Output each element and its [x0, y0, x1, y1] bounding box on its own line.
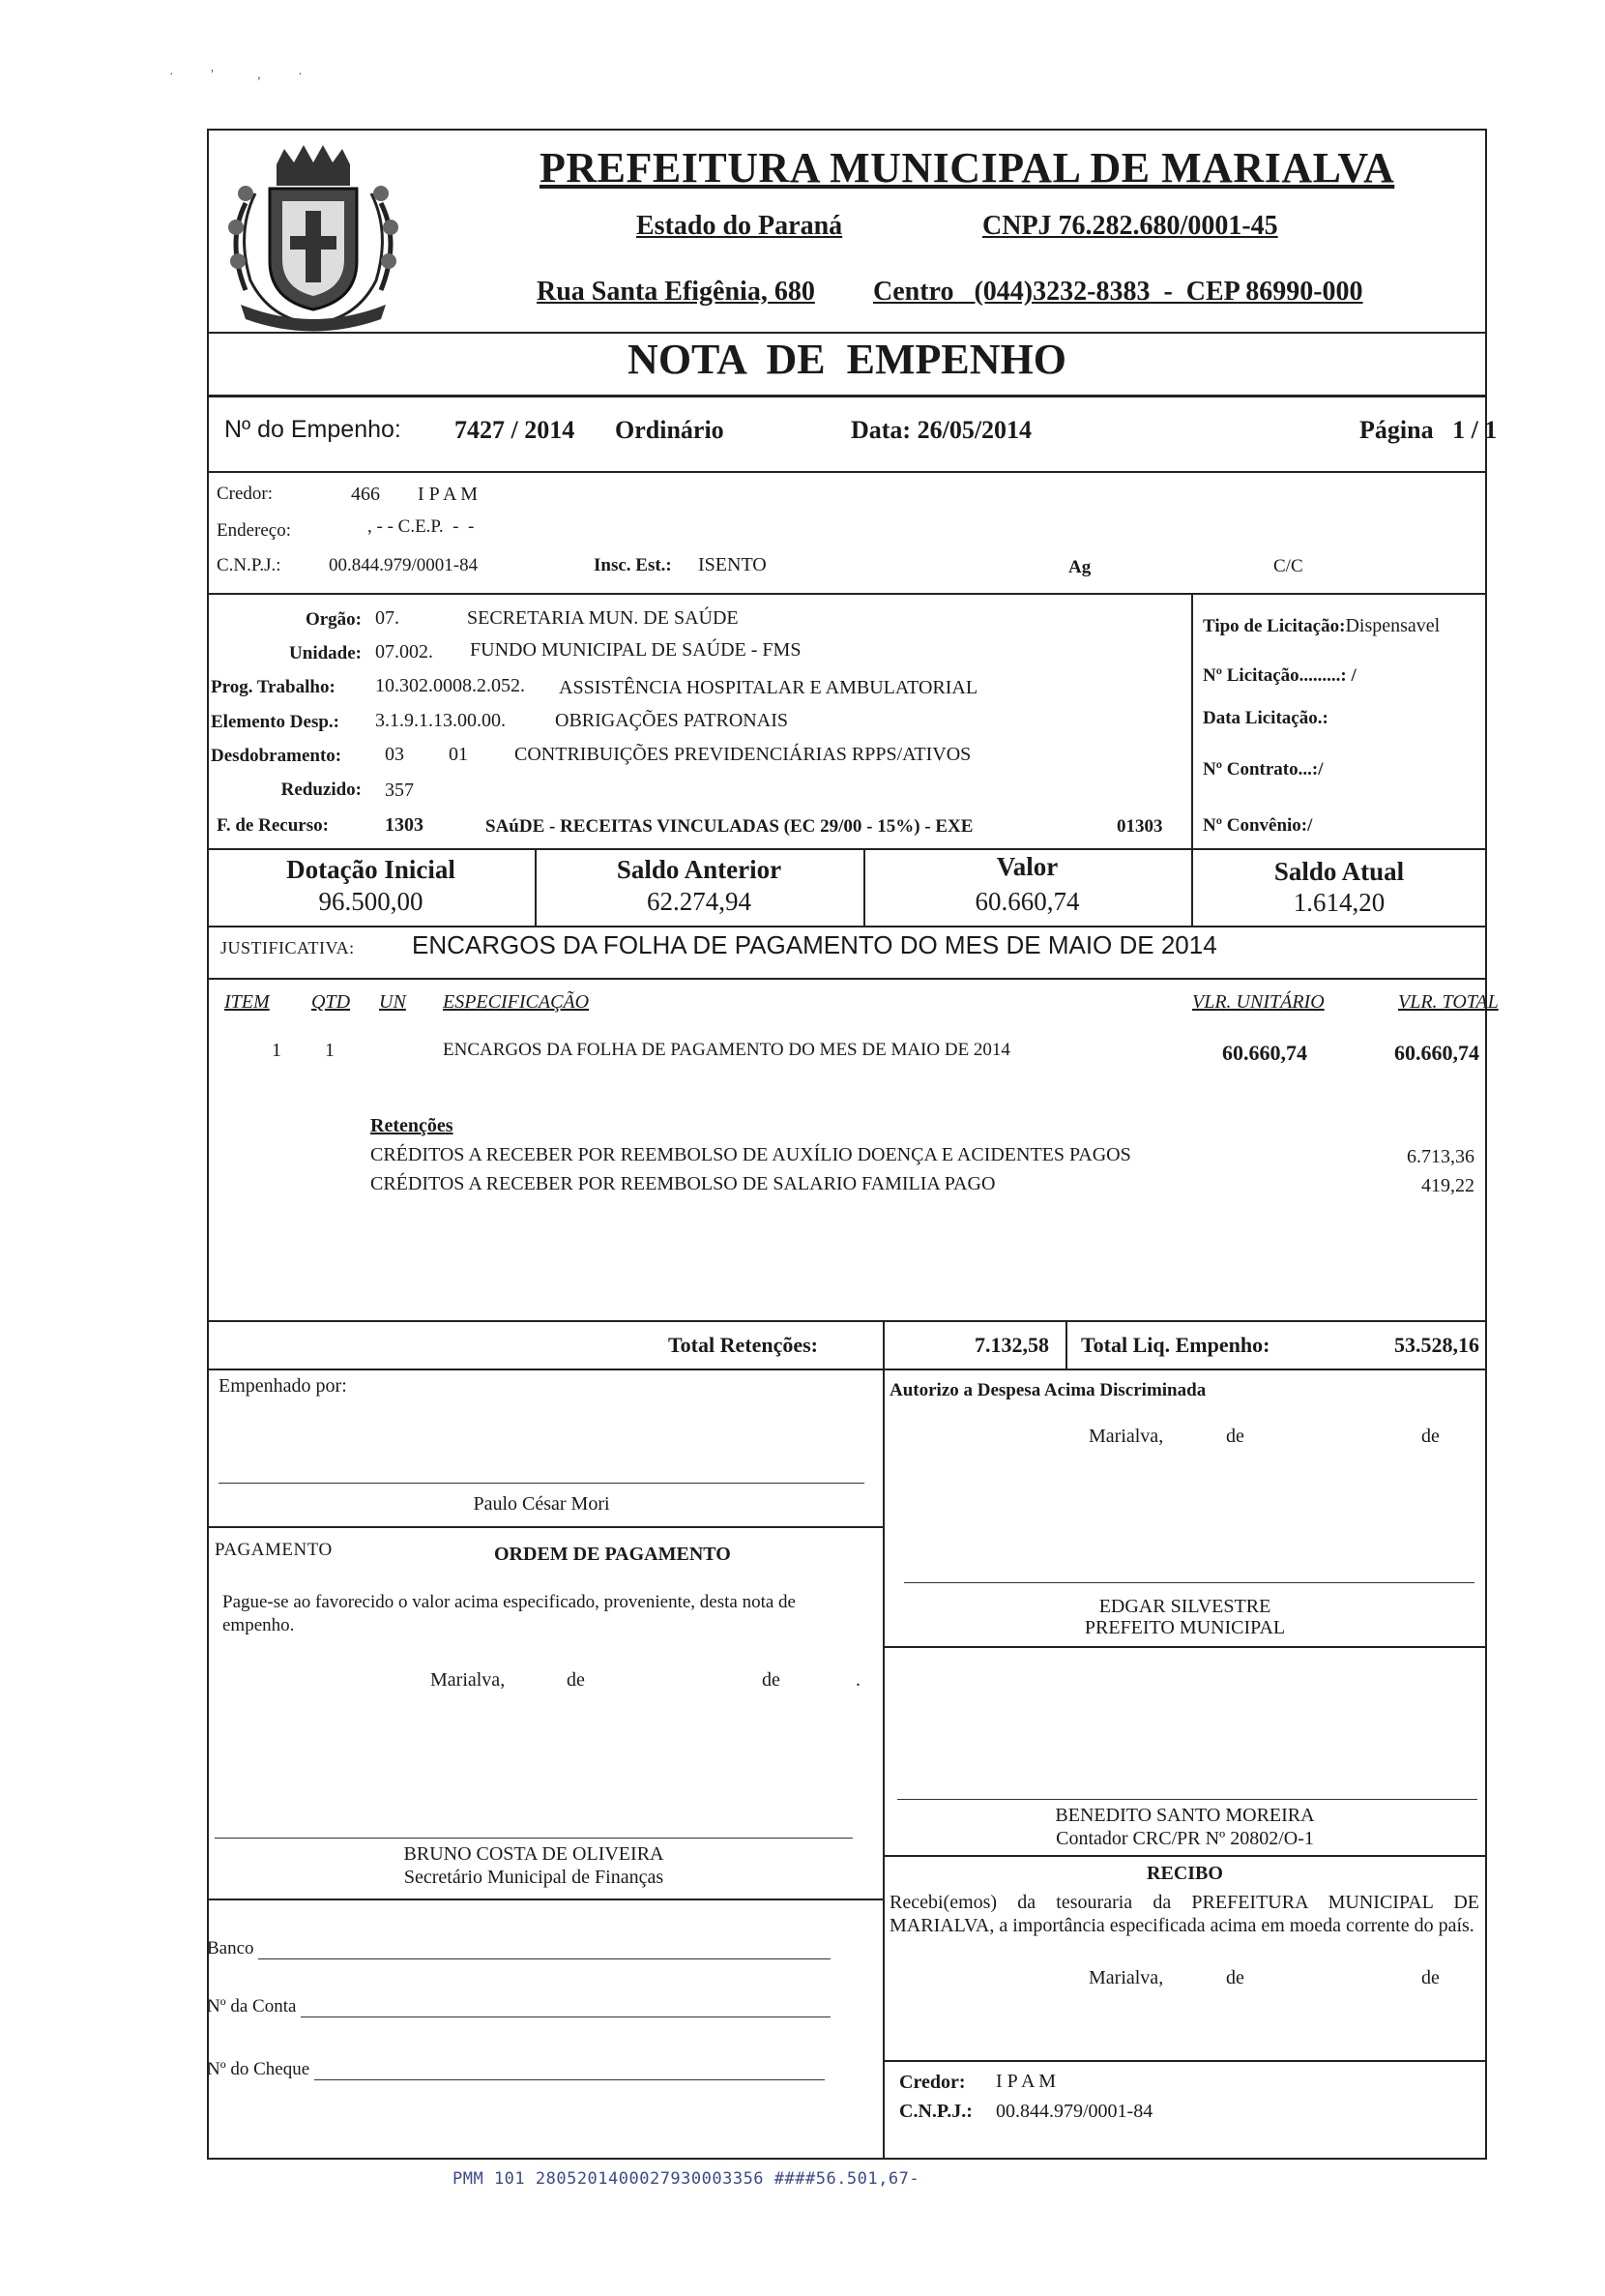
- tipo-licitacao-label: [1203, 615, 1440, 637]
- endereco-value: , - - C.E.P. - -: [367, 516, 475, 537]
- empenho-date: Data: 26/05/2014: [851, 416, 1033, 444]
- right-de2: de: [1421, 1426, 1440, 1447]
- recibo-cnpj-value: 00.844.979/0001-84: [996, 2101, 1153, 2122]
- address-label: Rua Santa Efigênia, 680: [537, 277, 815, 307]
- row-item: 1: [272, 1040, 281, 1061]
- right-de1: de: [1226, 1426, 1244, 1447]
- conta-field[interactable]: [207, 1995, 855, 2017]
- tipo-licitacao-value: Dispensavel: [1345, 615, 1441, 636]
- ordem-pagamento-title: ORDEM DE PAGAMENTO: [494, 1544, 731, 1565]
- row-qtd: 1: [325, 1040, 335, 1061]
- unidade-name: FUNDO MUNICIPAL DE SAÚDE - FMS: [470, 639, 802, 661]
- left-de1: de: [567, 1669, 585, 1691]
- prog-code: 10.302.0008.2.052.: [375, 675, 525, 696]
- desdobramento-code2: 01: [449, 744, 468, 765]
- col-item: ITEM: [224, 991, 270, 1013]
- endereco-label: Endereço:: [217, 520, 292, 541]
- elemento-code: 3.1.9.1.13.00.00.: [375, 710, 506, 731]
- recibo-credor-value: I P A M: [996, 2071, 1057, 2092]
- pague-text: Pague-se ao favorecido o valor acima especificado, proveniente, desta nota de empenho.: [222, 1592, 796, 1635]
- secretario-role: Secretário Municipal de Finanças: [403, 1867, 664, 1888]
- conta-label: Nº da Conta: [207, 1996, 297, 2016]
- left-de2: de: [762, 1669, 780, 1691]
- retencao-value: 6.713,36: [1407, 1146, 1474, 1167]
- elemento-name: OBRIGAÇÕES PATRONAIS: [555, 710, 788, 731]
- saldo-anterior-label: Saldo Anterior: [616, 855, 782, 884]
- coat-of-arms-icon: [217, 135, 410, 334]
- data-licitacao: Data Licitação.:: [1203, 708, 1328, 728]
- recurso-code: 1303: [385, 814, 423, 836]
- recurso-name: SAúDE - RECEITAS VINCULADAS (EC 29/00 - 15%) - EXE: [485, 816, 974, 837]
- footer-code: PMM 101 2805201400027930003356 ####56.501,67-: [452, 2169, 920, 2189]
- reduzido-value: 357: [385, 780, 414, 801]
- insc-value: ISENTO: [698, 554, 767, 575]
- cheque-label: Nº do Cheque: [207, 2059, 310, 2079]
- desdobramento-code1: 03: [385, 744, 404, 765]
- recibo-cnpj-label: C.N.P.J.:: [899, 2101, 973, 2122]
- empenhado-label: Empenhado por:: [219, 1375, 347, 1397]
- state-label: Estado do Paraná: [636, 211, 843, 241]
- scan-marks: · ' , ·: [169, 68, 303, 82]
- credor-code: 466: [351, 484, 380, 505]
- retencao-value: 419,22: [1421, 1175, 1474, 1196]
- col-qtd: QTD: [311, 991, 351, 1013]
- valor-label: Valor: [996, 852, 1059, 881]
- recurso-label: F. de Recurso:: [217, 815, 329, 836]
- dotacao-label: Dotação Inicial: [286, 855, 455, 884]
- orgao-label: Orgão:: [305, 609, 362, 630]
- reduzido-label: Reduzido:: [280, 780, 362, 800]
- prog-label: Prog. Trabalho:: [211, 677, 336, 697]
- numero-contrato: Nº Contrato...:/: [1203, 759, 1324, 780]
- banco-field[interactable]: [207, 1937, 855, 1959]
- unidade-code: 07.002.: [375, 641, 433, 662]
- row-unit: 60.660,74: [1222, 1041, 1307, 1065]
- autorizo-title: Autorizo a Despesa Acima Discriminada: [890, 1380, 1207, 1400]
- elemento-label: Elemento Desp.:: [211, 712, 339, 732]
- saldo-atual-label: Saldo Atual: [1273, 857, 1405, 886]
- contador-role: Contador CRC/PR Nº 20802/O-1: [1056, 1828, 1314, 1849]
- recibo-title: RECIBO: [1147, 1863, 1223, 1884]
- numero-licitacao: Nº Licitação.........: /: [1203, 665, 1357, 686]
- recibo-de2: de: [1421, 1967, 1440, 1988]
- empenho-number: 7427 / 2014: [454, 416, 575, 444]
- retencao-desc: CRÉDITOS A RECEBER POR REEMBOLSO DE SALARIO FAMILIA PAGO: [370, 1173, 996, 1194]
- col-un: UN: [379, 991, 406, 1013]
- municipality-title: PREFEITURA MUNICIPAL DE MARIALVA: [540, 144, 1395, 191]
- cnpj-label: CNPJ 76.282.680/0001-45: [982, 211, 1278, 241]
- recibo-text: Recebi(emos) da tesouraria da PREFEITURA MUNICIPAL DE MARIALVA, a importância especificada acima em moeda corrente do país.: [890, 1892, 1479, 1936]
- justificativa-label: JUSTIFICATIVA:: [220, 938, 355, 957]
- secretario-name: BRUNO COSTA DE OLIVEIRA: [403, 1843, 664, 1865]
- orgao-code: 07.: [375, 607, 399, 629]
- dotacao-value: 96.500,00: [318, 887, 423, 916]
- credor-label: Credor:: [217, 484, 274, 504]
- retencao-desc: CRÉDITOS A RECEBER POR REEMBOLSO DE AUXÍLIO DOENÇA E ACIDENTES PAGOS: [370, 1144, 1131, 1165]
- tipo-licitacao-label-text: Tipo de Licitação:: [1203, 616, 1346, 636]
- address-contact: Centro (044)3232-8383 - CEP 86990-000: [873, 277, 1363, 307]
- contador-name: BENEDITO SANTO MOREIRA: [1055, 1805, 1315, 1826]
- desdobramento-label: Desdobramento:: [211, 746, 342, 766]
- unidade-label: Unidade:: [289, 643, 362, 663]
- prefeito-role: PREFEITO MUNICIPAL: [1084, 1617, 1286, 1638]
- total-retencoes-label: Total Retenções:: [668, 1333, 818, 1357]
- col-vlr-total: VLR. TOTAL: [1398, 991, 1499, 1013]
- col-especificacao: ESPECIFICAÇÃO: [443, 991, 590, 1013]
- recurso-code2: 01303: [1117, 816, 1163, 837]
- pagamento-title: PAGAMENTO: [215, 1540, 333, 1560]
- numero-convenio: Nº Convênio:/: [1203, 815, 1313, 836]
- col-vlr-unitario: VLR. UNITÁRIO: [1192, 991, 1325, 1013]
- row-desc: ENCARGOS DA FOLHA DE PAGAMENTO DO MES DE MAIO DE 2014: [443, 1040, 1010, 1060]
- credor-name: I P A M: [418, 484, 479, 505]
- right-city: Marialva,: [1089, 1426, 1164, 1447]
- empenho-type: Ordinário: [615, 416, 724, 444]
- desdobramento-name: CONTRIBUIÇÕES PREVIDENCIÁRIAS RPPS/ATIVOS: [514, 744, 972, 765]
- left-city: Marialva,: [430, 1669, 506, 1691]
- recibo-credor-label: Credor:: [899, 2072, 966, 2093]
- banco-label: Banco: [207, 1938, 254, 1958]
- retencoes-title: Retenções: [370, 1115, 453, 1136]
- page-number: Página 1 / 1: [1359, 416, 1498, 444]
- left-period: .: [856, 1669, 861, 1691]
- prog-name: ASSISTÊNCIA HOSPITALAR E AMBULATORIAL: [559, 677, 978, 698]
- empenho-number-label: Nº do Empenho:: [224, 416, 401, 443]
- cnpj-credor-label: C.N.P.J.:: [217, 555, 281, 575]
- row-total: 60.660,74: [1394, 1041, 1479, 1065]
- total-liquido-value: 53.528,16: [1394, 1333, 1479, 1357]
- document-title: NOTA DE EMPENHO: [627, 336, 1066, 383]
- saldo-atual-value: 1.614,20: [1293, 888, 1386, 917]
- cc-label: C/C: [1273, 556, 1303, 576]
- recibo-de1: de: [1226, 1967, 1244, 1988]
- saldo-anterior-value: 62.274,94: [647, 887, 751, 916]
- prefeito-name: EDGAR SILVESTRE: [1098, 1596, 1271, 1617]
- empenhado-name: Paulo César Mori: [473, 1493, 610, 1515]
- ag-label: Ag: [1068, 557, 1092, 577]
- orgao-name: SECRETARIA MUN. DE SAÚDE: [467, 607, 739, 629]
- total-retencoes-value: 7.132,58: [975, 1333, 1049, 1357]
- cheque-field[interactable]: [207, 2058, 855, 2080]
- cnpj-credor-value: 00.844.979/0001-84: [329, 555, 479, 575]
- justificativa-text: ENCARGOS DA FOLHA DE PAGAMENTO DO MES DE MAIO DE 2014: [412, 930, 1217, 959]
- insc-label: Insc. Est.:: [594, 555, 672, 575]
- recibo-city: Marialva,: [1089, 1967, 1164, 1988]
- valor-value: 60.660,74: [975, 887, 1080, 916]
- total-liquido-label: Total Liq. Empenho:: [1081, 1333, 1270, 1357]
